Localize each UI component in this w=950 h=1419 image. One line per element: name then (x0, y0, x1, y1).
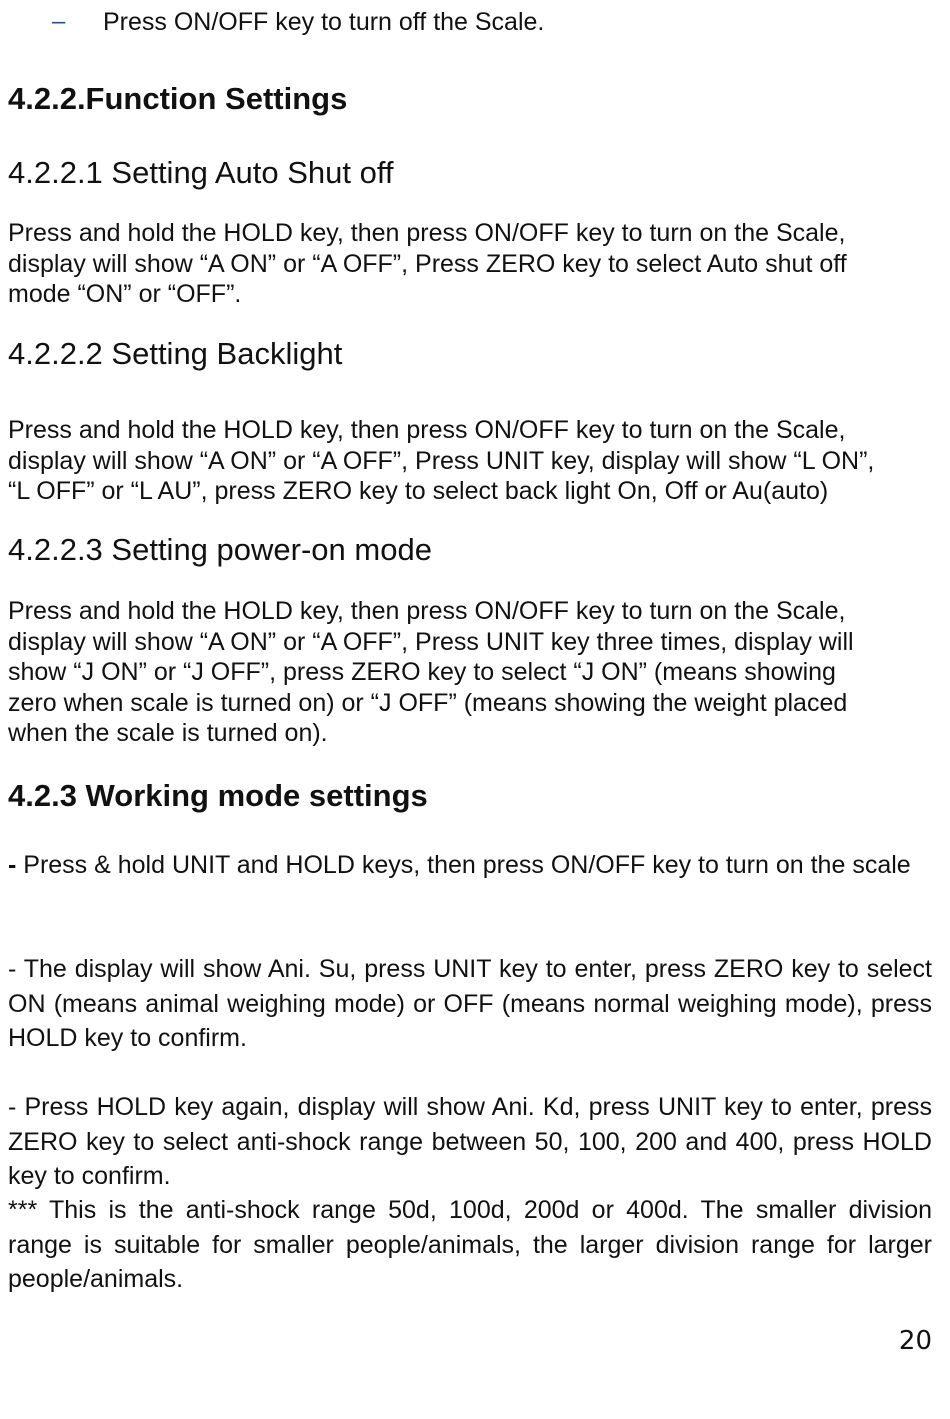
text-line: Press and hold the HOLD key, then press ON/OFF key to turn on the Scale, (8, 219, 846, 247)
text-line: when the scale is turned on). (8, 719, 328, 747)
text-line: mode “ON” or “OFF”. (8, 280, 242, 308)
text-line: zero when scale is turned on) or “J OFF” (means showing the weight placed (8, 688, 848, 717)
heading-power-on-mode: 4.2.2.3 Setting power-on mode (8, 532, 432, 567)
text-line: show “J ON” or “J OFF”, press ZERO key to select “J ON” (means showing (8, 658, 836, 686)
text-line: Press and hold the HOLD key, then press ON/OFF key to turn on the Scale, (8, 597, 846, 625)
heading-auto-shut-off: 4.2.2.1 Setting Auto Shut off (8, 155, 394, 190)
list-dash: – (52, 8, 66, 35)
intro-text: Press ON/OFF key to turn off the Scale. (103, 8, 545, 36)
backlight-paragraph (8, 415, 932, 507)
working-mode-step-1 (8, 848, 932, 883)
anti-shock-note: *** This is the anti-shock range 50d, 100d, 200d or 400d. The smaller division range is suitable for smaller people/animals, the larger division range for larger people/animals. (8, 1196, 932, 1293)
text-line: display will show “A ON” or “A OFF”, Press ZERO key to select Auto shut off (8, 249, 847, 278)
heading-backlight: 4.2.2.2 Setting Backlight (8, 336, 343, 371)
text-line: Press and hold the HOLD key, then press ON/OFF key to turn on the Scale, (8, 416, 846, 444)
page-number: 20 (898, 1326, 932, 1356)
power-on-paragraph (8, 596, 932, 749)
step-1-text: Press & hold UNIT and HOLD keys, then press ON/OFF key to turn on the scale (16, 851, 911, 879)
text-line: display will show “A ON” or “A OFF”, Press UNIT key three times, display will (8, 627, 854, 656)
bold-dash: - (8, 851, 17, 879)
working-mode-step-2: - The display will show Ani. Su, press UNIT key to enter, press ZERO key to select ON (means animal weighing mode) or OFF (means normal weighing mode), press HOLD key to confirm. (8, 955, 932, 1052)
heading-function-settings: 4.2.2.Function Settings (8, 81, 348, 116)
auto-shut-off-paragraph (8, 218, 932, 310)
heading-working-mode: 4.2.3 Working mode settings (8, 778, 428, 813)
text-line: “L OFF” or “L AU”, press ZERO key to select back light On, Off or Au(auto) (8, 477, 829, 505)
working-mode-step-3: - Press HOLD key again, display will show Ani. Kd, press UNIT key to enter, press ZERO key to select anti-shock range between 50, 100, 200 and 400, press HOLD key to confirm. (8, 1093, 932, 1190)
text-line: display will show “A ON” or “A OFF”, Press UNIT key, display will show “L ON”, (8, 446, 875, 475)
